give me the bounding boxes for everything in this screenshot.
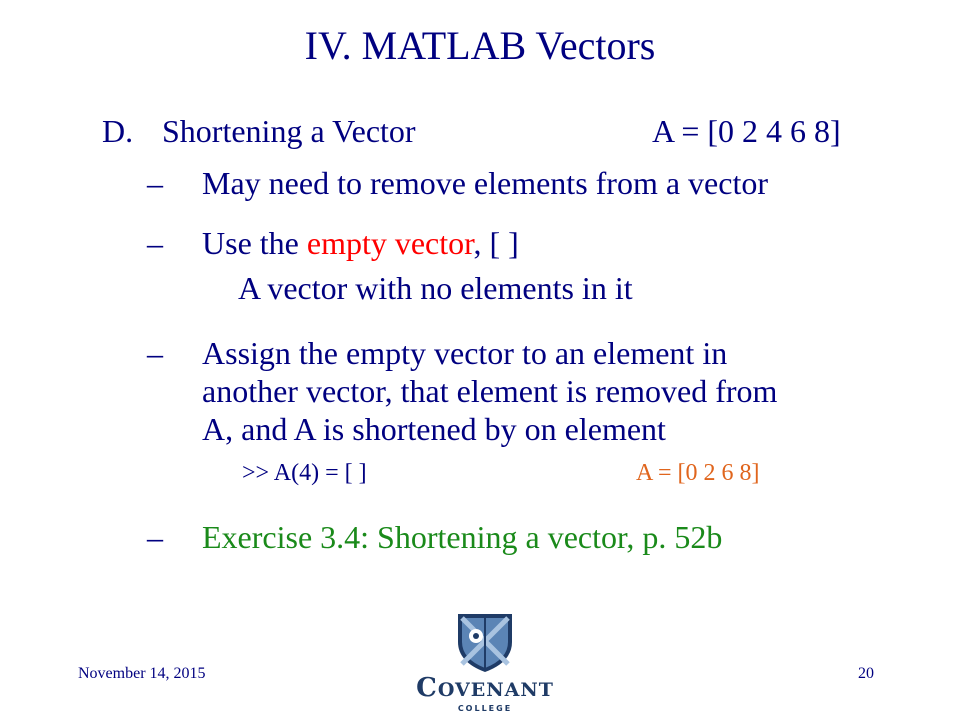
exercise-reference: Exercise 3.4: Shortening a vector, p. 52b — [202, 519, 723, 555]
bullet-dash: – — [147, 519, 163, 555]
bullet-line-assign-3: A, and A is shortened by on element — [202, 411, 666, 447]
bullet-dash: – — [147, 335, 163, 371]
bullet-line-assign-1: Assign the empty vector to an element in — [202, 335, 728, 371]
section-marker: D. — [102, 113, 134, 149]
bullet-dash: – — [147, 225, 163, 261]
logo-subtitle: COLLEGE — [457, 704, 513, 713]
section-heading: Shortening a Vector — [162, 113, 416, 149]
footer-date: November 14, 2015 — [78, 665, 206, 682]
bullet-text-empty-vector — [202, 224, 519, 262]
page-number: 20 — [858, 665, 874, 682]
empty-vector-highlight: empty vector — [306, 225, 474, 261]
college-logo — [410, 608, 560, 720]
slide-title: IV. MATLAB Vectors — [304, 23, 656, 68]
bullet-suffix: , [ ] — [473, 225, 519, 261]
shield-icon — [410, 608, 560, 674]
bullet-line-assign-2: another vector, that element is removed from — [202, 373, 778, 409]
bullet-dash: – — [147, 165, 163, 201]
command-result: A = [0 2 6 8] — [636, 460, 760, 486]
empty-vector-description: A vector with no elements in it — [238, 270, 633, 306]
vector-definition: A = [0 2 4 6 8] — [652, 113, 841, 149]
bullet-text-remove-elements: May need to remove elements from a vector — [202, 165, 768, 201]
matlab-command: >> A(4) = [ ] — [242, 460, 367, 486]
bullet-prefix: Use the — [202, 225, 307, 261]
logo-wordmark: COVENANT — [416, 673, 554, 703]
